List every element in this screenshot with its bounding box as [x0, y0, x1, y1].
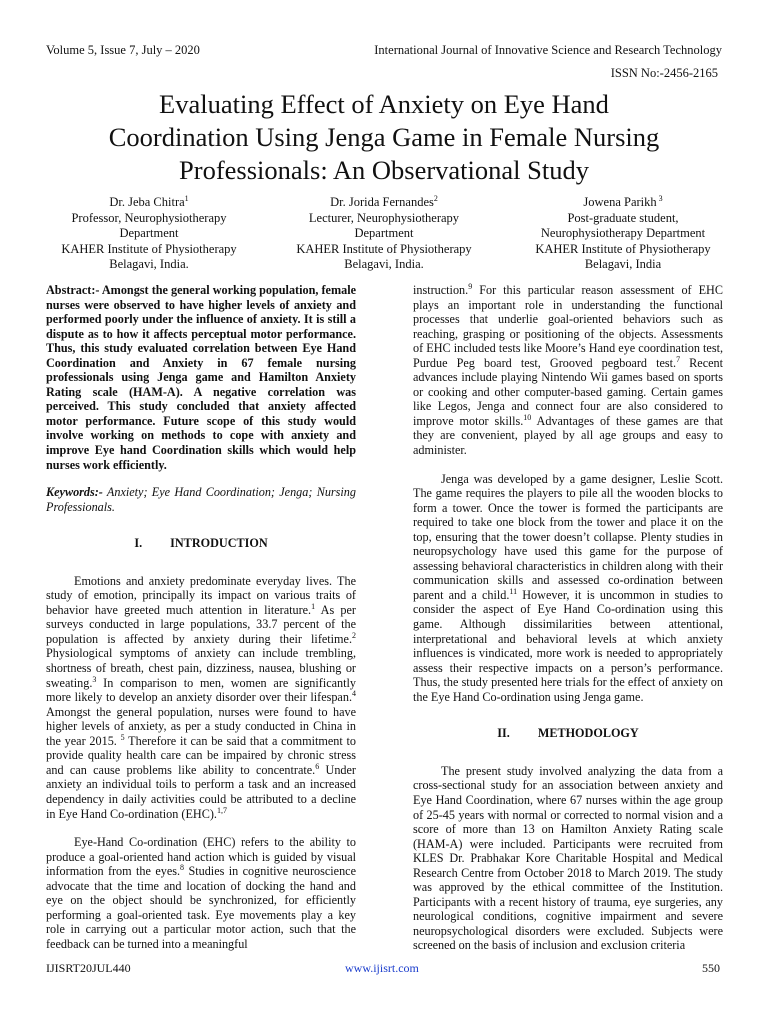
- intro-paragraph-2: Eye-Hand Co-ordination (EHC) refers to the ability to produce a goal-oriented hand action which is guided by visual information from the eyes.$^8$ Studies in cognitive neuroscience advocate that the time and location of docking the hand and eye on the object should be synchronized, for efficiently performing a goal-oriented task. Eye movements play a key role in carrying out a particular motor action, such that the feedback can be turned into a meaningful: [46, 835, 356, 951]
- citation: 11: [509, 586, 518, 596]
- paper-title: [40, 88, 728, 187]
- citation: 10: [523, 412, 532, 422]
- author-line: KAHER Institute of Physiotherapy: [535, 241, 711, 256]
- citation: 9: [468, 281, 473, 291]
- citation: 1: [311, 601, 316, 611]
- body-paragraph: instruction.$^9$ For this particular reason assessment of EHC plays an important role in understanding the functional processes that underlie goal-oriented behaviors such as reaching, grasping or positioning of the objects. Assessments of EHC included tests like Moore’s Hand eye coordination test, Purdue Peg board test, Grooved pegboard test.$^7$ Recent advances include playing Nintendo Wii games based on sports or cooking and other computer-based gaming. Certain games like Legos, Jenga and connect four are also considered to improve motor skills.$^{10}$ Advantages of these games are that they are convenient, played by all age groups and easy to administer.: [413, 281, 723, 458]
- author-name: Jowena Parikh: [583, 195, 657, 209]
- author-block: [508, 195, 738, 273]
- keywords: [46, 485, 356, 514]
- section-title: INTRODUCTION: [170, 536, 268, 551]
- author-line: Belagavi, India: [584, 257, 662, 271]
- journal-volume: Volume 5, Issue 7, July – 2020: [46, 43, 200, 57]
- citation: 5: [120, 732, 125, 742]
- article-id: IJISRT20JUL440: [46, 961, 131, 975]
- author-line: Neurophysiotherapy Department: [540, 226, 706, 240]
- citation: 7: [676, 354, 681, 364]
- body-paragraph: Jenga was developed by a game designer, Leslie Scott. The game requires the players to pile all the wooden blocks to form a tower. Once the tower is formed the participants are required to take one block from the tower and place it on the top, ensuring that the tower doesn’t collapse. Plenty studies in neuropsychology have used this game for the purpose of assessing behavioral characteristics in children along with their communication skills and assessed co-ordination between parent and a child.$^{11}$ However, it is uncommon in studies to consider the aspect of Eye Hand Co-ordination using this game. Although dissimilarities between attentional, interpretational and behavioral levels at which anxiety influences is vindicated, more work is needed to appropriately assess their respective impacts on a person’s performance. Thus, the study presented here trials for the effect of anxiety on the Eye Hand Co-ordination using Jenga game.: [413, 471, 724, 704]
- author-line: Department: [354, 226, 414, 240]
- author-line: Professor, Neurophysiotherapy: [71, 210, 227, 225]
- title-line: Coordination Using Jenga Game in Female Nursing: [108, 122, 660, 152]
- author-line: Lecturer, Neurophysiotherapy: [308, 210, 460, 225]
- author-affiliation-mark: 1: [184, 193, 189, 203]
- author-block: [34, 195, 264, 273]
- author-line: Post-graduate student,: [567, 210, 679, 225]
- author-name: Dr. Jeba Chitra: [109, 195, 185, 209]
- citation: 3: [92, 674, 97, 684]
- author-block: [269, 195, 499, 273]
- page-number: 550: [702, 961, 720, 975]
- right-column: [413, 283, 723, 953]
- left-column: [46, 283, 356, 951]
- author-line: KAHER Institute of Physiotherapy: [61, 241, 237, 256]
- author-name: Dr. Jorida Fernandes: [330, 195, 434, 209]
- journal-name: International Journal of Innovative Science and Research Technology: [374, 43, 722, 57]
- author-line: KAHER Institute of Physiotherapy: [296, 241, 472, 256]
- intro-paragraph-1: Emotions and anxiety predominate everyday lives. The study of emotion, principally its impact on various traits of behavior have greeted much attention in literature.$^1$ As per surveys conducted in large populations, 33.7 percent of the population is affected by anxiety during their lifetime.$^2$ Physiological symptoms of anxiety can include trembling, shortness of breath, chest pain, dizziness, nausea, blushing or sweating.$^3$ In comparison to men, women are significantly more likely to develop an anxiety disorder over their lifespan.$^4$ Amongst the general population, nurses were found to have higher levels of anxiety, as per a study conducted in China in the year 2015. $^5$ Therefore it can be said that a commitment to provide quality health care can be impaired by chronic stress and can cause problems like ability to concentrate.$^6$ Under anxiety an individual toils to perform a task and an increased dependency in daily activities could be attributed to a decline in Eye Hand Co-ordination (EHC).$^{1,7}$: [46, 573, 356, 821]
- journal-url-link[interactable]: www.ijisrt.com: [345, 961, 419, 975]
- author-affiliation-mark: 2: [433, 193, 438, 203]
- citation: 2: [352, 630, 356, 640]
- issn: ISSN No:-2456-2165: [610, 66, 718, 80]
- citation: 8: [180, 863, 185, 873]
- section-heading-introduction: [46, 536, 356, 551]
- methodology-paragraph: The present study involved analyzing the data from a cross-sectional study for an association between anxiety and Eye Hand Coordination, where 67 nurses within the age group of 25-45 years with normal or corrected to normal vision and a score of more than 13 on Hamilton Anxiety Rating scale (HAM-A) were included. Participants were recruited from KLES Dr. Prabhakar Kore Charitable Hospital and Medical Research Centre from October 2018 to March 2019. The study was approved by the ethical committee of the Institution. Participants with a recent history of trauma, eye surgeries, any neurological conditions, cognitive impairment and severe neuropsychological disorders were excluded. Subjects were screened on the basis of inclusion and exclusion criteria: [413, 763, 723, 953]
- title-line: Professionals: An Observational Study: [179, 155, 589, 185]
- section-number: I.: [134, 536, 143, 551]
- author-line: Belagavi, India.: [109, 257, 189, 271]
- section-number: II.: [497, 726, 510, 741]
- author-affiliation-mark: 3: [656, 193, 663, 203]
- author-line: Belagavi, India.: [344, 257, 424, 271]
- keywords-label: Keywords:-: [46, 485, 103, 500]
- author-line: Department: [119, 226, 179, 240]
- citation: 1,7: [216, 805, 227, 815]
- title-line: Evaluating Effect of Anxiety on Eye Hand: [159, 89, 609, 119]
- section-title: METHODOLOGY: [537, 726, 639, 741]
- keywords-text: Anxiety; Eye Hand Coordination; Jenga; Nursing Professionals.: [46, 485, 356, 514]
- citation: 6: [315, 761, 320, 771]
- abstract: Abstract:- Amongst the general working population, female nurses were observed to have higher levels of anxiety and performed poorly under the influence of anxiety. It is still a dispute as to how it affects perceptual motor performance. Thus, this study evaluated correlation between Eye Hand Coordination and Anxiety in 67 female nursing professionals using Jenga game and Hamilton Anxiety Rating scale (HAM-A). A negative correlation was perceived. This study concluded that anxiety affected motor performance. Future scope of this study would involve working on methods to cope with anxiety and improve Eye hand Coordination skills which would help nurses work efficiently.: [46, 283, 356, 472]
- section-heading-methodology: [413, 726, 723, 741]
- citation: 4: [352, 689, 356, 699]
